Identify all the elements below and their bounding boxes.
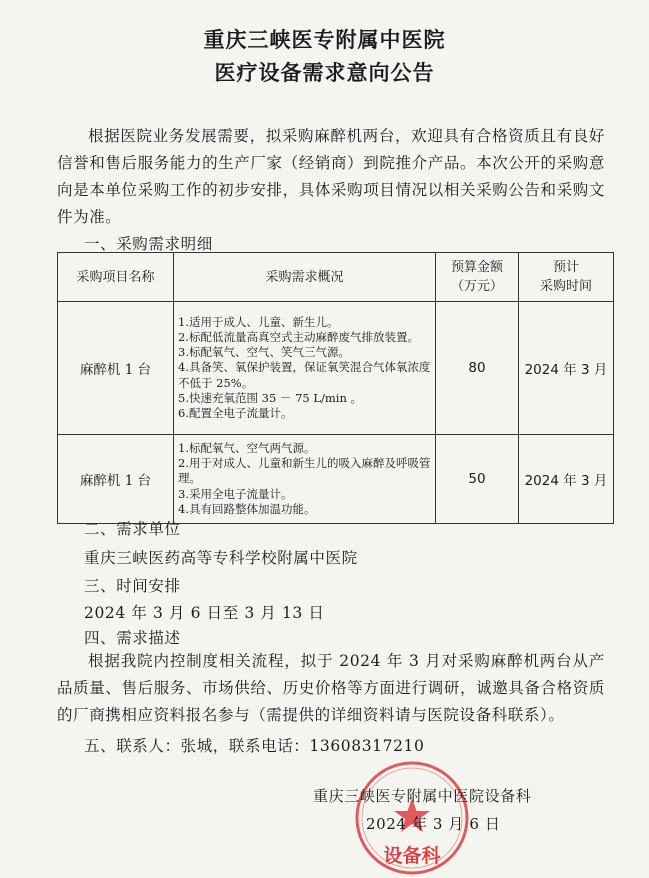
section-3-heading: 三、时间安排 xyxy=(84,577,181,595)
row-name: 麻醉机 1 台 xyxy=(58,302,174,435)
section-4-heading: 四、需求描述 xyxy=(84,629,181,647)
section-1-heading: 一、采购需求明细 xyxy=(84,235,213,253)
unit-name: 重庆三峡医药高等专科学校附属中医院 xyxy=(84,549,358,567)
row-time: 2024 年 3 月 xyxy=(519,302,614,435)
table-row xyxy=(58,435,614,524)
desc-item: 3.标配氧气、空气、笑气三气源。 xyxy=(178,345,350,360)
header-time-line2: 采购时间 xyxy=(539,279,592,294)
signature-org: 重庆三峡医专附属中医院设备科 xyxy=(313,787,532,805)
header-amount-line2: （万元） xyxy=(450,279,503,294)
title-line-1: 重庆三峡医专附属中医院 xyxy=(203,28,446,52)
row-time: 2024 年 3 月 xyxy=(519,435,614,524)
section-2-heading: 二、需求单位 xyxy=(84,520,181,538)
header-desc: 采购需求概况 xyxy=(174,253,436,302)
title-line-2: 医疗设备需求意向公告 xyxy=(214,61,435,85)
row-amount: 80 xyxy=(436,302,519,435)
row-desc xyxy=(174,435,436,524)
row-amount: 50 xyxy=(436,435,519,524)
row-desc xyxy=(174,302,436,435)
signature-date: 2024 年 3 月 6 日 xyxy=(366,815,501,833)
intro-paragraph: 根据医院业务发展需要，拟采购麻醉机两台，欢迎具有合格资质且有良好信誉和售后服务能力的生产厂家（经销商）到院推介产品。本次公开的采购意向是本单位采购工作的初步安排，具体采购项目情况以相关采购公告和采购文件为准。 xyxy=(57,127,605,226)
table-header-row xyxy=(58,253,614,302)
contact-line: 五、联系人：张城，联系电话：13608317210 xyxy=(84,737,425,755)
schedule-text: 2024 年 3 月 6 日至 3 月 13 日 xyxy=(84,604,325,622)
desc-item: 2.用于对成人、儿童和新生儿的吸入麻醉及呼吸管理。 xyxy=(178,456,431,486)
desc-item: 6.配置全电子流量计。 xyxy=(178,406,293,420)
header-time xyxy=(519,253,614,302)
header-time-line1: 预计 xyxy=(552,260,579,275)
desc-item: 5.快速充氧范围 35 － 75 L/min 。 xyxy=(178,390,363,405)
desc-item: 1.适用于成人、儿童、新生儿。 xyxy=(178,314,339,329)
desc-item: 4.具有回路整体加温功能。 xyxy=(178,501,316,516)
desc-item: 2.标配低流量高真空式主动麻醉废气排放装置。 xyxy=(178,329,419,344)
description-paragraph: 根据我院内控制度相关流程，拟于 2024 年 3 月对采购麻醉机两台从产品质量、售后服务、市场供给、历史价格等方面进行调研，诚邀具备合格资质的厂商携相应资料报名参与（需提供的详细资料请与医院设备科联系）。 xyxy=(57,652,605,724)
desc-item: 4.具备笑、氧保护装置，保证氧笑混合气体氧浓度不低于 25%。 xyxy=(178,360,431,390)
table-row xyxy=(58,302,614,435)
header-name: 采购项目名称 xyxy=(58,253,174,302)
stamp-center-text: 设备科 xyxy=(383,845,441,867)
requirements-table xyxy=(57,252,614,524)
desc-item: 1.标配氧气、空气两气源。 xyxy=(178,440,316,455)
row-name: 麻醉机 1 台 xyxy=(58,435,174,524)
desc-item: 3.采用全电子流量计。 xyxy=(178,486,293,501)
header-amount xyxy=(436,253,519,302)
header-amount-line1: 预算金额 xyxy=(450,260,503,275)
